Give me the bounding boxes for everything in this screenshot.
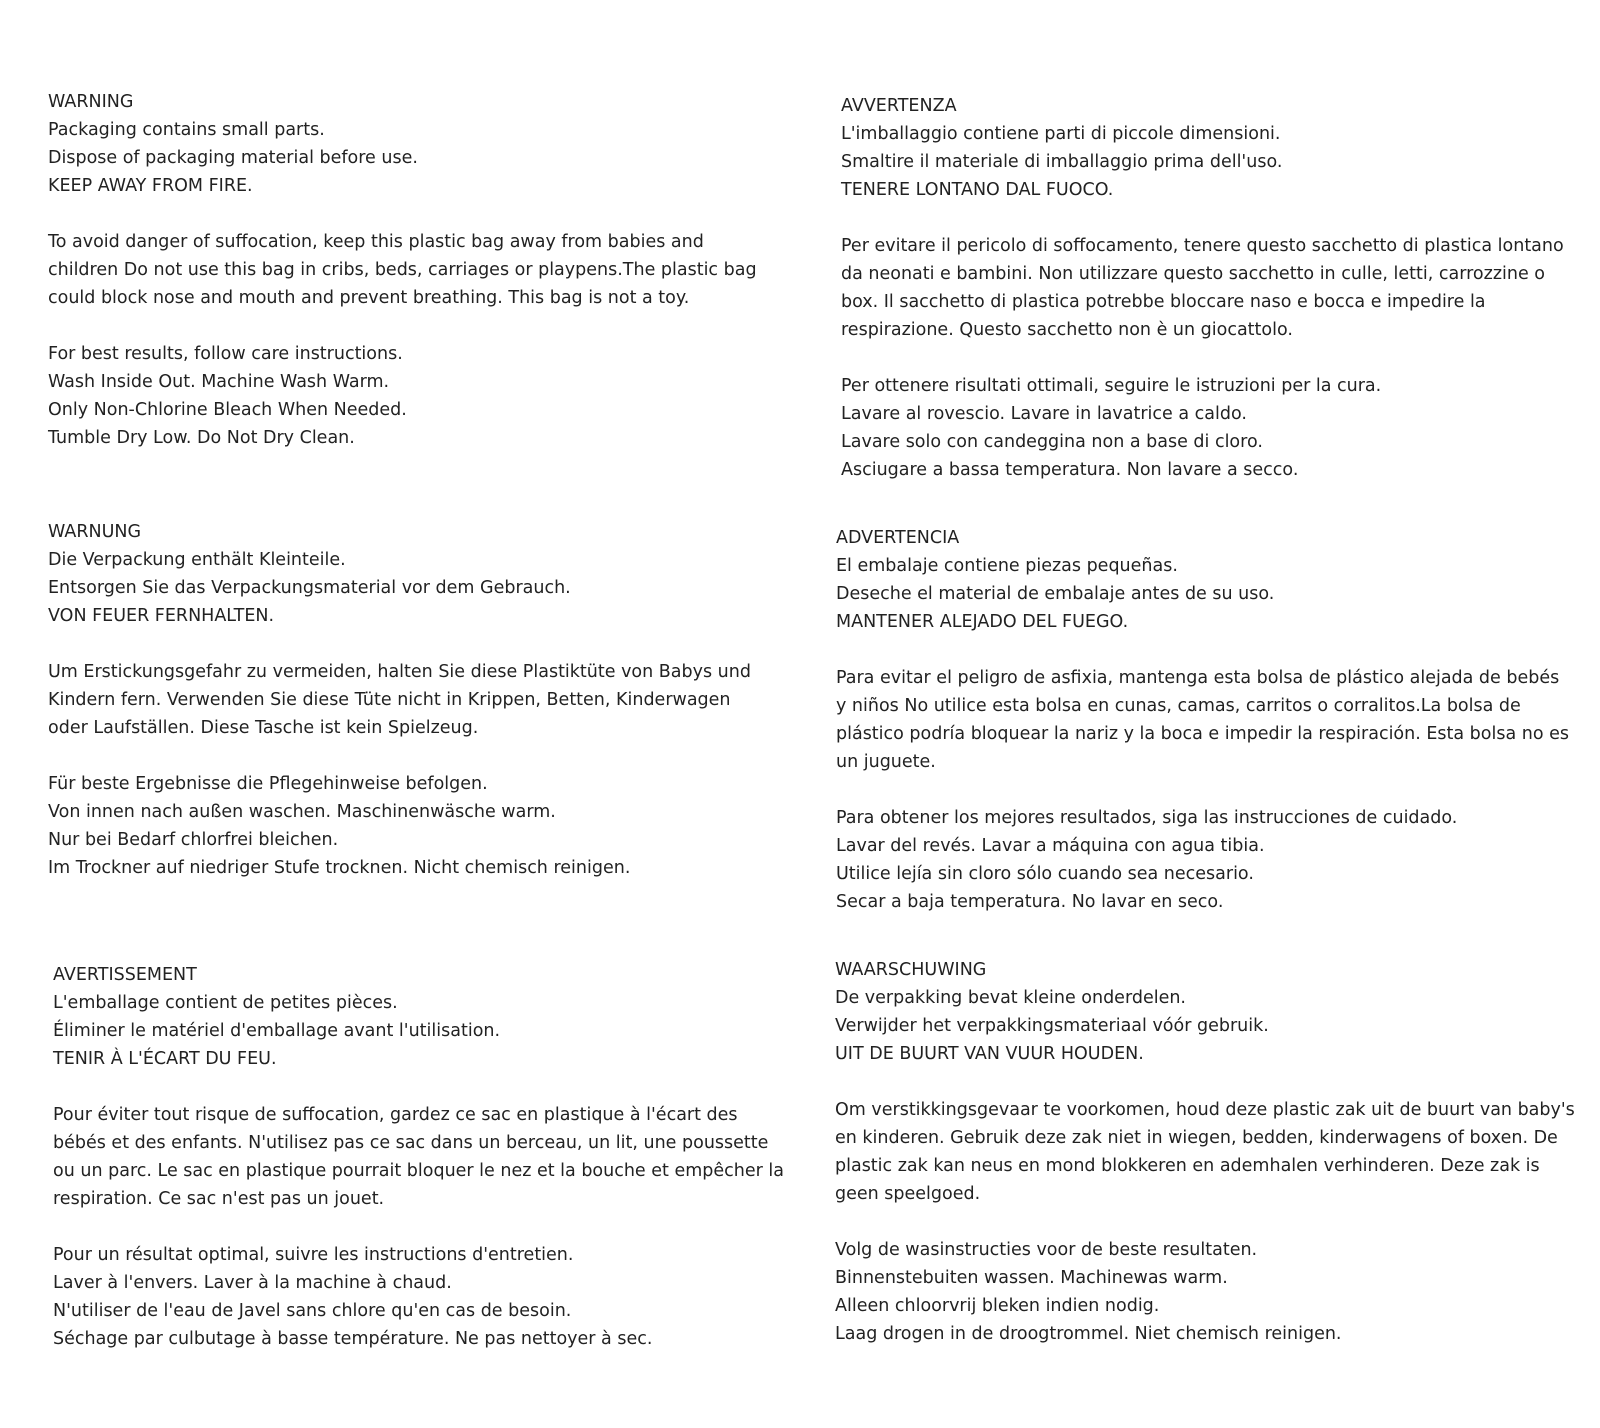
warning-line: TENERE LONTANO DAL FUOCO. [841,180,1114,200]
warning-line: Smaltire il materiale di imballaggio prima dell'uso. [841,152,1283,172]
warning-line: Deseche el material de embalaje antes de su uso. [836,584,1275,604]
care-line: Laag drogen in de droogtrommel. Niet chemisch reinigen. [835,1324,1342,1344]
care-line: Per ottenere risultati ottimali, seguire le istruzioni per la cura. [841,376,1382,396]
care-line: Para obtener los mejores resultados, siga las instrucciones de cuidado. [836,808,1458,828]
care-line: Binnenstebuiten wassen. Machinewas warm. [835,1268,1228,1288]
warning-line: VON FEUER FERNHALTEN. [48,606,275,626]
care-line: Lavare al rovescio. Lavare in lavatrice a caldo. [841,404,1247,424]
warning-line: Packaging contains small parts. [48,120,325,140]
warning-line: L'emballage contient de petites pièces. [53,993,398,1013]
care-line: For best results, follow care instructions. [48,344,403,364]
warning-line: De verpakking bevat kleine onderdelen. [835,988,1186,1008]
care-line: Lavare solo con candeggina non a base di cloro. [841,432,1263,452]
care-line: Für beste Ergebnisse die Pflegehinweise befolgen. [48,774,488,794]
suffocation-paragraph: Um Erstickungsgefahr zu vermeiden, halten Sie diese Plastiktüte von Babys und Kindern fern. Verwenden Sie diese Tüte nicht in Krippen, Betten, Kinderwagen oder Laufställen. Diese Tasche ist kein Spielzeug. [48,662,751,738]
warning-heading: WAARSCHUWING [835,960,987,980]
warning-block-italian [841,92,1571,484]
warning-line: L'imballaggio contiene parti di piccole dimensioni. [841,124,1281,144]
warning-heading: AVERTISSEMENT [53,965,197,985]
warning-heading: AVVERTENZA [841,96,957,116]
warning-block-english [48,88,773,452]
warning-line: Entsorgen Sie das Verpackungsmaterial vor dem Gebrauch. [48,578,571,598]
warning-block-spanish [836,524,1571,916]
warning-line: UIT DE BUURT VAN VUUR HOUDEN. [835,1044,1144,1064]
care-line: Von innen nach außen waschen. Maschinenwäsche warm. [48,802,556,822]
care-line: Wash Inside Out. Machine Wash Warm. [48,372,390,392]
care-line: Volg de wasinstructies voor de beste resultaten. [835,1240,1258,1260]
care-line: N'utiliser de l'eau de Javel sans chlore qu'en cas de besoin. [53,1301,572,1321]
suffocation-paragraph: To avoid danger of suffocation, keep this plastic bag away from babies and children Do not use this bag in cribs, beds, carriages or playpens.The plastic bag could block nose and mouth and prevent breathing. This bag is not a toy. [48,232,757,308]
care-line: Nur bei Bedarf chlorfrei bleichen. [48,830,339,850]
warning-heading: ADVERTENCIA [836,528,960,548]
warning-line: Verwijder het verpakkingsmateriaal vóór gebruik. [835,1016,1269,1036]
warning-block-german [48,518,773,882]
care-line: Asciugare a bassa temperatura. Non lavare a secco. [841,460,1299,480]
warning-line: KEEP AWAY FROM FIRE. [48,176,253,196]
suffocation-paragraph: Para evitar el peligro de asfixia, mantenga esta bolsa de plástico alejada de bebés y niños No utilice esta bolsa en cunas, camas, carritos o corralitos.La bolsa de plástico podría bloquear la nariz y la boca e impedir la respiración. Esta bolsa no es un juguete. [836,668,1570,772]
care-line: Laver à l'envers. Laver à la machine à chaud. [53,1273,452,1293]
care-line: Alleen chloorvrij bleken indien nodig. [835,1296,1160,1316]
care-line: Utilice lejía sin cloro sólo cuando sea necesario. [836,864,1254,884]
warning-line: Éliminer le matériel d'emballage avant l'utilisation. [53,1021,501,1041]
care-line: Im Trockner auf niedriger Stufe trocknen. Nicht chemisch reinigen. [48,858,631,878]
suffocation-paragraph: Per evitare il pericolo di soffocamento, tenere questo sacchetto di plastica lontano da neonati e bambini. Non utilizzare questo sacchetto in culle, letti, carrozzine o box. Il sacchetto di plastica potrebbe bloccare naso e bocca e impedire la respirazione. Questo sacchetto non è un giocattolo. [841,236,1564,340]
warning-heading: WARNUNG [48,522,142,542]
warning-block-french [53,961,788,1353]
warning-line: Dispose of packaging material before use. [48,148,418,168]
suffocation-paragraph: Pour éviter tout risque de suffocation, gardez ce sac en plastique à l'écart des bébés et des enfants. N'utilisez pas ce sac dans un berceau, un lit, une poussette ou un parc. Le sac en plastique pourrait bloquer le nez et la bouche et empêcher la respiration. Ce sac n'est pas un jouet. [53,1105,784,1209]
care-line: Tumble Dry Low. Do Not Dry Clean. [48,428,355,448]
warning-line: El embalaje contiene piezas pequeñas. [836,556,1178,576]
care-line: Lavar del revés. Lavar a máquina con agua tibia. [836,836,1265,856]
warning-block-dutch [835,956,1580,1348]
warning-line: Die Verpackung enthält Kleinteile. [48,550,346,570]
care-line: Secar a baja temperatura. No lavar en seco. [836,892,1224,912]
suffocation-paragraph: Om verstikkingsgevaar te voorkomen, houd deze plastic zak uit de buurt van baby's en kinderen. Gebruik deze zak niet in wiegen, bedden, kinderwagens of boxen. De plastic zak kan neus en mond blokkeren en ademhalen verhinderen. Deze zak is geen speelgoed. [835,1100,1575,1204]
care-line: Only Non-Chlorine Bleach When Needed. [48,400,407,420]
care-line: Pour un résultat optimal, suivre les instructions d'entretien. [53,1245,574,1265]
warning-heading: WARNING [48,92,134,112]
warning-line: MANTENER ALEJADO DEL FUEGO. [836,612,1129,632]
care-line: Séchage par culbutage à basse température. Ne pas nettoyer à sec. [53,1329,653,1349]
warning-line: TENIR À L'ÉCART DU FEU. [53,1049,277,1069]
